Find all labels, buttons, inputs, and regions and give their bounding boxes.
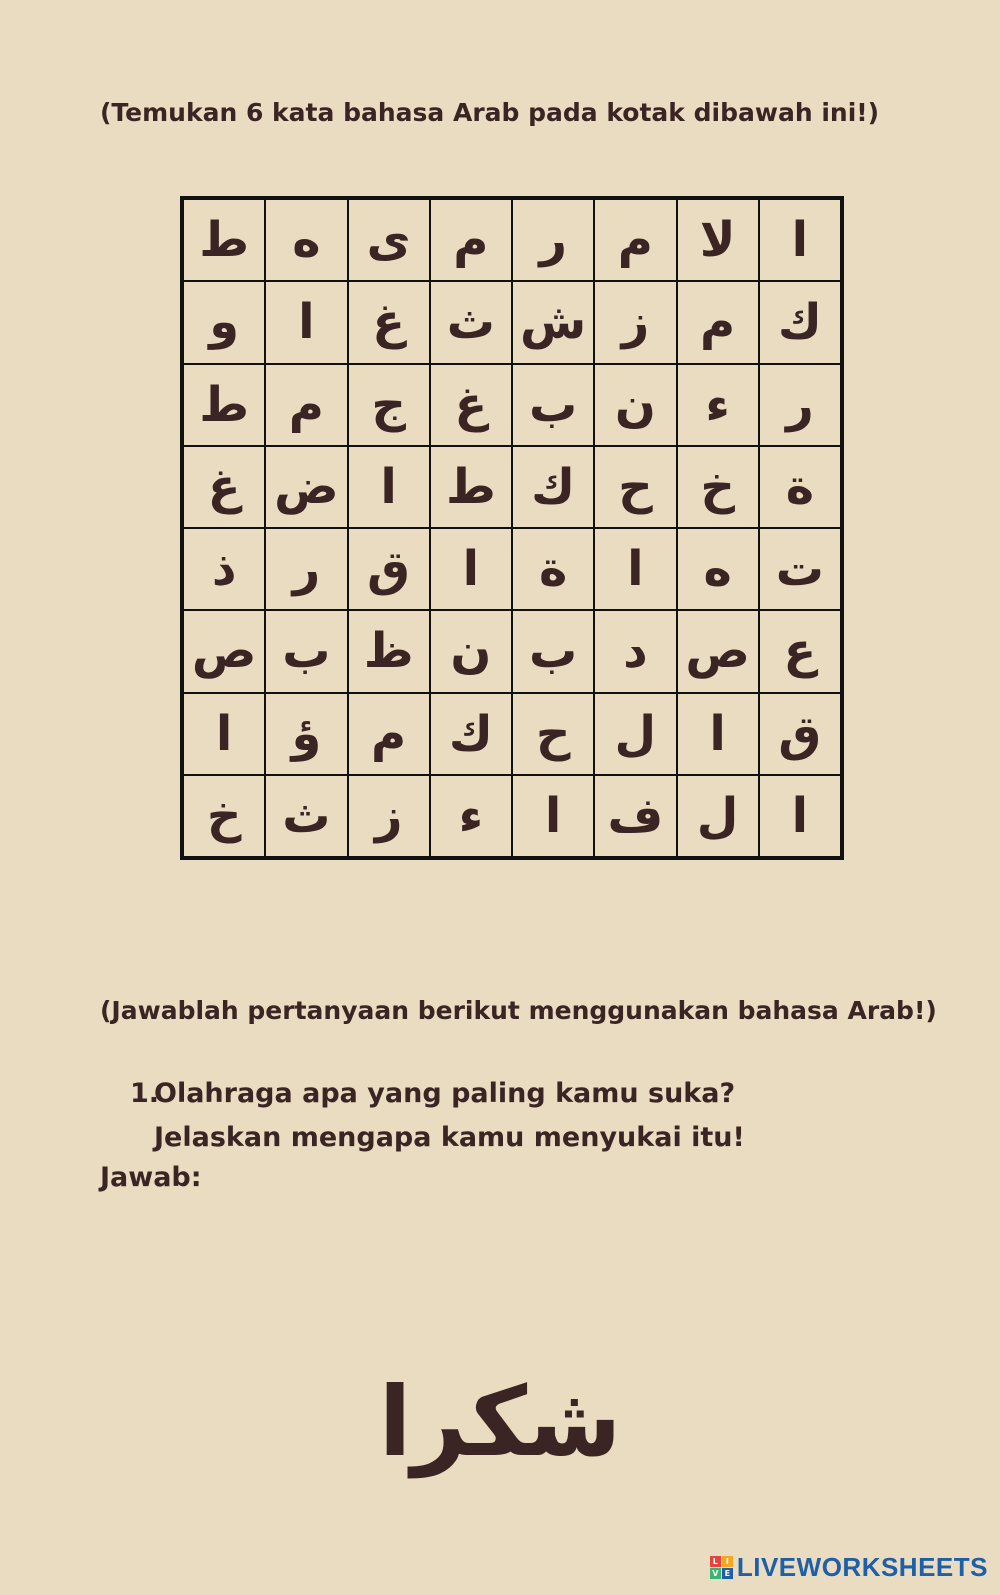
grid-cell[interactable]: ح bbox=[512, 693, 594, 775]
grid-cell[interactable]: ت bbox=[759, 528, 841, 610]
answer-input[interactable] bbox=[200, 1160, 844, 1304]
grid-cell[interactable]: ص bbox=[183, 610, 265, 692]
grid-cell[interactable]: ش bbox=[512, 281, 594, 363]
grid-cell[interactable]: ث bbox=[265, 775, 347, 857]
grid-cell[interactable]: ا bbox=[759, 199, 841, 281]
grid-cell[interactable]: ض bbox=[265, 446, 347, 528]
grid-cell[interactable]: ء bbox=[677, 364, 759, 446]
question-item bbox=[130, 1072, 830, 1160]
grid-cell[interactable]: ذ bbox=[183, 528, 265, 610]
grid-cell[interactable]: ء bbox=[430, 775, 512, 857]
grid-cell[interactable]: ك bbox=[430, 693, 512, 775]
grid-cell[interactable]: ط bbox=[183, 199, 265, 281]
logo-letter: E bbox=[722, 1568, 733, 1579]
grid-cell[interactable]: ث bbox=[430, 281, 512, 363]
grid-cell[interactable]: ا bbox=[677, 693, 759, 775]
logo-letter: I bbox=[722, 1556, 733, 1567]
grid-cell[interactable]: ر bbox=[759, 364, 841, 446]
liveworksheets-brand[interactable] bbox=[710, 1552, 988, 1583]
grid-cell[interactable]: م bbox=[348, 693, 430, 775]
closing-thanks: شكرا bbox=[378, 1366, 622, 1478]
instruction-find-words: (Temukan 6 kata bahasa Arab pada kotak dibawah ini!) bbox=[100, 98, 880, 127]
grid-cell[interactable]: ن bbox=[594, 364, 676, 446]
grid-cell[interactable]: ا bbox=[512, 775, 594, 857]
grid-cell[interactable]: ق bbox=[348, 528, 430, 610]
grid-cell[interactable]: لا bbox=[677, 199, 759, 281]
grid-cell[interactable]: م bbox=[594, 199, 676, 281]
logo-letter: V bbox=[710, 1568, 721, 1579]
grid-cell[interactable]: م bbox=[430, 199, 512, 281]
word-search-grid bbox=[180, 196, 844, 860]
grid-cell[interactable]: غ bbox=[183, 446, 265, 528]
grid-cell[interactable]: ب bbox=[265, 610, 347, 692]
grid-cell[interactable]: ر bbox=[265, 528, 347, 610]
question-number: 1. bbox=[130, 1078, 160, 1109]
grid-cell[interactable]: ا bbox=[759, 775, 841, 857]
grid-cell[interactable]: ا bbox=[348, 446, 430, 528]
grid-cell[interactable]: ق bbox=[759, 693, 841, 775]
grid-cell[interactable]: م bbox=[677, 281, 759, 363]
grid-cell[interactable]: ا bbox=[265, 281, 347, 363]
grid-cell[interactable]: ل bbox=[594, 693, 676, 775]
grid-cell[interactable]: ط bbox=[183, 364, 265, 446]
grid-cell[interactable]: غ bbox=[430, 364, 512, 446]
logo-letter: L bbox=[710, 1556, 721, 1567]
grid-cell[interactable]: ك bbox=[759, 281, 841, 363]
grid-cell[interactable]: ا bbox=[183, 693, 265, 775]
instruction-answer-arabic: (Jawablah pertanyaan berikut menggunakan bahasa Arab!) bbox=[100, 996, 937, 1025]
grid-cell[interactable]: ظ bbox=[348, 610, 430, 692]
grid-cell[interactable]: ع bbox=[759, 610, 841, 692]
answer-label: Jawab: bbox=[100, 1162, 202, 1193]
grid-cell[interactable]: ه bbox=[677, 528, 759, 610]
grid-cell[interactable]: ز bbox=[348, 775, 430, 857]
grid-cell[interactable]: ب bbox=[512, 364, 594, 446]
grid-cell[interactable]: ة bbox=[759, 446, 841, 528]
grid-cell[interactable]: م bbox=[265, 364, 347, 446]
grid-cell[interactable]: غ bbox=[348, 281, 430, 363]
grid-cell[interactable]: ب bbox=[512, 610, 594, 692]
liveworksheets-logo-icon bbox=[710, 1556, 733, 1579]
grid-cell[interactable]: ر bbox=[512, 199, 594, 281]
grid-cell[interactable]: خ bbox=[183, 775, 265, 857]
grid-cell[interactable]: ن bbox=[430, 610, 512, 692]
question-text: Olahraga apa yang paling kamu suka? Jelaskan mengapa kamu menyukai itu! bbox=[154, 1078, 745, 1153]
grid-cell[interactable]: ز bbox=[594, 281, 676, 363]
grid-cell[interactable]: ه bbox=[265, 199, 347, 281]
grid-cell[interactable]: ط bbox=[430, 446, 512, 528]
grid-cell[interactable]: ح bbox=[594, 446, 676, 528]
grid-cell[interactable]: ا bbox=[430, 528, 512, 610]
grid-cell[interactable]: ج bbox=[348, 364, 430, 446]
grid-cell[interactable]: ا bbox=[594, 528, 676, 610]
grid-cell[interactable]: د bbox=[594, 610, 676, 692]
grid-cell[interactable]: ل bbox=[677, 775, 759, 857]
brand-name: LIVEWORKSHEETS bbox=[736, 1552, 988, 1582]
grid-cell[interactable]: ؤ bbox=[265, 693, 347, 775]
grid-cell[interactable]: خ bbox=[677, 446, 759, 528]
grid-cell[interactable]: ة bbox=[512, 528, 594, 610]
grid-cell[interactable]: ص bbox=[677, 610, 759, 692]
grid-cell[interactable]: ى bbox=[348, 199, 430, 281]
grid-cell[interactable]: و bbox=[183, 281, 265, 363]
grid-cell[interactable]: ف bbox=[594, 775, 676, 857]
grid-cell[interactable]: ك bbox=[512, 446, 594, 528]
